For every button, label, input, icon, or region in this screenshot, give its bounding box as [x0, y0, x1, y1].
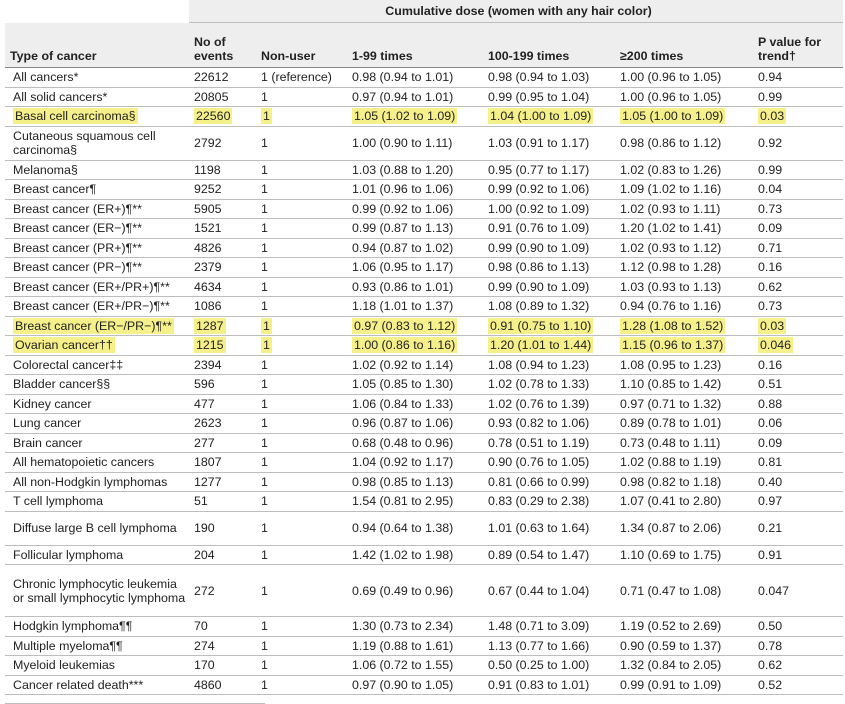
cell-type: Brain cancer [5, 433, 189, 453]
cell-dose-100-199 [483, 316, 615, 336]
cell-dose-100-199: 0.99 (0.90 to 1.09) [483, 277, 615, 297]
highlight-mark: 1.04 (1.00 to 1.09) [490, 109, 592, 124]
cell-nonuser: 1 [256, 617, 347, 637]
cell-p-value: 0.73 [753, 199, 843, 219]
cell-nonuser: 1 [256, 433, 347, 453]
cell-type: Cutaneous squamous cell carcinoma§ [5, 126, 189, 160]
cell-dose-100-199: 1.48 (0.71 to 3.09) [483, 617, 615, 637]
cell-nonuser: 1 [256, 472, 347, 492]
cell-dose-1-99: 1.18 (1.01 to 1.37) [347, 297, 483, 317]
cell-type: All non-Hodgkin lymphomas [5, 472, 189, 492]
cell-p-value: 0.97 [753, 492, 843, 512]
cell-dose-100-199: 1.13 (0.77 to 1.66) [483, 636, 615, 656]
cell-p-value: 0.81 [753, 453, 843, 473]
cell-dose-100-199: 0.99 (0.90 to 1.09) [483, 238, 615, 258]
highlight-mark: 1287 [196, 318, 224, 333]
table-row [5, 355, 843, 375]
cell-type: Breast cancer (ER−)¶** [5, 219, 189, 239]
cell-dose-200: 1.00 (0.96 to 1.05) [615, 68, 753, 88]
cell-dose-200: 1.02 (0.93 to 1.11) [615, 199, 753, 219]
highlight-mark: 22560 [196, 109, 231, 124]
cell-type: T cell lymphoma [5, 492, 189, 512]
table-row [5, 656, 843, 676]
cell-p-value: 0.21 [753, 511, 843, 545]
cell-dose-100-199 [483, 336, 615, 356]
cell-nonuser: 1 [256, 636, 347, 656]
cell-dose-100-199: 1.01 (0.63 to 1.64) [483, 511, 615, 545]
cell-type: Breast cancer (ER+/PR−)¶** [5, 297, 189, 317]
cell-events: 190 [189, 511, 256, 545]
cell-dose-1-99: 1.19 (0.88 to 1.61) [347, 636, 483, 656]
cell-nonuser: 1 [256, 180, 347, 200]
cell-events: 272 [189, 565, 256, 617]
cell-p-value: 0.50 [753, 617, 843, 637]
table-row [5, 414, 843, 434]
cell-events: 20805 [189, 87, 256, 107]
cell-type [5, 107, 189, 127]
cell-type: Myeloid leukemias [5, 656, 189, 676]
table-row [5, 180, 843, 200]
cell-dose-200: 1.02 (0.93 to 1.12) [615, 238, 753, 258]
cell-dose-1-99 [347, 316, 483, 336]
cell-dose-100-199: 0.95 (0.77 to 1.17) [483, 160, 615, 180]
table-row [5, 636, 843, 656]
cell-events: 274 [189, 636, 256, 656]
cell-events: 2792 [189, 126, 256, 160]
cell-events: 9252 [189, 180, 256, 200]
table-row [5, 107, 843, 127]
col-header-dose-200: ≥200 times [615, 23, 753, 68]
cell-nonuser: 1 [256, 160, 347, 180]
table-row [5, 433, 843, 453]
cell-p-value: 0.62 [753, 277, 843, 297]
cell-nonuser: 1 [256, 675, 347, 695]
cell-p-value: 0.92 [753, 126, 843, 160]
table-row [5, 277, 843, 297]
cell-nonuser: 1 [256, 277, 347, 297]
cell-events: 1277 [189, 472, 256, 492]
cell-dose-100-199: 0.78 (0.51 to 1.19) [483, 433, 615, 453]
cell-dose-200: 0.89 (0.78 to 1.01) [615, 414, 753, 434]
cell-dose-200 [615, 316, 753, 336]
cell-dose-200: 1.19 (0.52 to 2.69) [615, 617, 753, 637]
cell-dose-100-199: 1.08 (0.94 to 1.23) [483, 355, 615, 375]
cell-p-value [753, 336, 843, 356]
cell-type: Diffuse large B cell lymphoma [5, 511, 189, 545]
results-table [5, 0, 843, 695]
col-header-events: No of events [189, 23, 256, 68]
cell-dose-1-99: 0.98 (0.94 to 1.01) [347, 68, 483, 88]
cell-type: Chronic lymphocytic leukemia or small lymphocytic lymphoma [5, 565, 189, 617]
cell-dose-1-99 [347, 336, 483, 356]
highlight-mark: 1 [263, 338, 270, 353]
cell-type: Multiple myeloma¶¶ [5, 636, 189, 656]
cell-p-value: 0.16 [753, 258, 843, 278]
highlight-mark: 1.28 (1.08 to 1.52) [622, 318, 724, 333]
cell-events: 22612 [189, 68, 256, 88]
cell-type [5, 336, 189, 356]
cell-nonuser: 1 [256, 414, 347, 434]
cell-nonuser: 1 [256, 375, 347, 395]
cell-dose-1-99: 0.93 (0.86 to 1.01) [347, 277, 483, 297]
cell-dose-1-99: 0.69 (0.49 to 0.96) [347, 565, 483, 617]
cell-events: 4634 [189, 277, 256, 297]
cell-type: Lung cancer [5, 414, 189, 434]
cell-events: 1086 [189, 297, 256, 317]
cell-dose-200: 1.10 (0.85 to 1.42) [615, 375, 753, 395]
cell-p-value: 0.71 [753, 238, 843, 258]
cell-nonuser: 1 [256, 297, 347, 317]
cell-dose-1-99: 0.97 (0.94 to 1.01) [347, 87, 483, 107]
cell-dose-200: 1.32 (0.84 to 2.05) [615, 656, 753, 676]
table-row [5, 87, 843, 107]
cell-dose-100-199: 0.81 (0.66 to 0.99) [483, 472, 615, 492]
cell-dose-100-199: 0.91 (0.83 to 1.01) [483, 675, 615, 695]
table-row [5, 199, 843, 219]
cell-p-value: 0.62 [753, 656, 843, 676]
cell-events: 477 [189, 394, 256, 414]
table-row [5, 375, 843, 395]
table-row [5, 453, 843, 473]
cell-events: 2379 [189, 258, 256, 278]
highlight-mark: 1.05 (1.02 to 1.09) [354, 109, 456, 124]
cell-events [189, 107, 256, 127]
cell-dose-1-99: 1.06 (0.84 to 1.33) [347, 394, 483, 414]
table-row [5, 617, 843, 637]
cell-dose-1-99: 1.00 (0.90 to 1.11) [347, 126, 483, 160]
cell-events: 51 [189, 492, 256, 512]
cell-dose-1-99: 0.94 (0.64 to 1.38) [347, 511, 483, 545]
cell-dose-100-199 [483, 107, 615, 127]
cell-type: Bladder cancer§§ [5, 375, 189, 395]
table-row [5, 336, 843, 356]
cell-dose-100-199: 0.90 (0.76 to 1.05) [483, 453, 615, 473]
col-header-dose-100-199: 100-199 times [483, 23, 615, 68]
cell-dose-1-99: 0.99 (0.92 to 1.06) [347, 199, 483, 219]
cell-p-value: 0.047 [753, 565, 843, 617]
cell-type: All cancers* [5, 68, 189, 88]
cell-dose-100-199: 0.99 (0.92 to 1.06) [483, 180, 615, 200]
cell-events: 4860 [189, 675, 256, 695]
cell-events: 2623 [189, 414, 256, 434]
cell-dose-200: 1.12 (0.98 to 1.28) [615, 258, 753, 278]
cell-dose-200: 0.97 (0.71 to 1.32) [615, 394, 753, 414]
table-row [5, 68, 843, 88]
cell-dose-1-99: 1.04 (0.92 to 1.17) [347, 453, 483, 473]
cell-type: Breast cancer (PR+)¶** [5, 238, 189, 258]
cell-dose-100-199: 1.03 (0.91 to 1.17) [483, 126, 615, 160]
table-row [5, 472, 843, 492]
cell-dose-100-199: 0.91 (0.76 to 1.09) [483, 219, 615, 239]
cell-nonuser: 1 [256, 511, 347, 545]
cell-dose-100-199: 1.02 (0.78 to 1.33) [483, 375, 615, 395]
cell-nonuser [256, 336, 347, 356]
table-row [5, 160, 843, 180]
cell-dose-1-99: 1.01 (0.96 to 1.06) [347, 180, 483, 200]
cell-dose-200: 1.09 (1.02 to 1.16) [615, 180, 753, 200]
cell-dose-200: 1.08 (0.95 to 1.23) [615, 355, 753, 375]
table-header [5, 0, 843, 68]
table-row [5, 316, 843, 336]
cell-p-value: 0.94 [753, 68, 843, 88]
cell-nonuser: 1 [256, 126, 347, 160]
cell-type: All solid cancers* [5, 87, 189, 107]
table-row [5, 492, 843, 512]
cell-events: 2394 [189, 355, 256, 375]
cell-dose-1-99: 0.94 (0.87 to 1.02) [347, 238, 483, 258]
cell-dose-200 [615, 336, 753, 356]
cell-dose-1-99: 1.02 (0.92 to 1.14) [347, 355, 483, 375]
cell-events: 1807 [189, 453, 256, 473]
cell-dose-200: 1.02 (0.88 to 1.19) [615, 453, 753, 473]
cell-dose-1-99: 1.06 (0.72 to 1.55) [347, 656, 483, 676]
table-row [5, 675, 843, 695]
cell-dose-200: 0.99 (0.91 to 1.09) [615, 675, 753, 695]
cell-nonuser: 1 [256, 453, 347, 473]
table-row [5, 565, 843, 617]
cell-dose-1-99 [347, 107, 483, 127]
cell-type: Breast cancer (ER+/PR+)¶** [5, 277, 189, 297]
cell-events: 1198 [189, 160, 256, 180]
cell-p-value: 0.09 [753, 219, 843, 239]
cell-nonuser: 1 [256, 199, 347, 219]
cell-type: Breast cancer (ER+)¶** [5, 199, 189, 219]
cell-nonuser: 1 [256, 87, 347, 107]
cell-p-value: 0.04 [753, 180, 843, 200]
table-body [5, 68, 843, 695]
cell-type: Hodgkin lymphoma¶¶ [5, 617, 189, 637]
highlight-mark: 1.00 (0.86 to 1.16) [354, 338, 456, 353]
cell-dose-100-199: 1.08 (0.89 to 1.32) [483, 297, 615, 317]
cell-dose-100-199: 0.83 (0.29 to 2.38) [483, 492, 615, 512]
col-header-nonuser: Non-user [256, 23, 347, 68]
cell-dose-1-99: 0.96 (0.87 to 1.06) [347, 414, 483, 434]
cell-type: Breast cancer (PR−)¶** [5, 258, 189, 278]
cell-p-value: 0.09 [753, 433, 843, 453]
cell-p-value: 0.99 [753, 87, 843, 107]
cell-nonuser: 1 [256, 219, 347, 239]
cell-dose-1-99: 0.99 (0.87 to 1.13) [347, 219, 483, 239]
cell-dose-200: 1.07 (0.41 to 2.80) [615, 492, 753, 512]
cell-events: 277 [189, 433, 256, 453]
cell-dose-200: 0.98 (0.82 to 1.18) [615, 472, 753, 492]
cell-nonuser: 1 [256, 545, 347, 565]
table-row [5, 297, 843, 317]
cell-dose-100-199: 0.98 (0.86 to 1.13) [483, 258, 615, 278]
cell-type: Cancer related death*** [5, 675, 189, 695]
cell-events [189, 336, 256, 356]
cell-dose-100-199: 0.98 (0.94 to 1.03) [483, 68, 615, 88]
cell-p-value: 0.73 [753, 297, 843, 317]
cell-nonuser: 1 [256, 238, 347, 258]
cell-dose-200: 0.71 (0.47 to 1.08) [615, 565, 753, 617]
highlight-mark: 1215 [196, 338, 224, 353]
cell-dose-200: 1.10 (0.69 to 1.75) [615, 545, 753, 565]
table-row [5, 511, 843, 545]
cell-p-value: 0.88 [753, 394, 843, 414]
cell-p-value: 0.51 [753, 375, 843, 395]
cell-nonuser [256, 316, 347, 336]
table-row [5, 394, 843, 414]
cell-p-value: 0.78 [753, 636, 843, 656]
highlight-mark: 1.15 (0.96 to 1.37) [622, 338, 724, 353]
cell-dose-1-99: 1.42 (1.02 to 1.98) [347, 545, 483, 565]
cell-p-value: 0.40 [753, 472, 843, 492]
cell-dose-100-199: 0.89 (0.54 to 1.47) [483, 545, 615, 565]
highlight-mark: 0.03 [760, 318, 785, 333]
cell-p-value [753, 316, 843, 336]
cell-dose-200: 1.34 (0.87 to 2.06) [615, 511, 753, 545]
cell-events: 5905 [189, 199, 256, 219]
highlight-mark: 0.91 (0.75 to 1.10) [490, 318, 592, 333]
table-row [5, 258, 843, 278]
table-row [5, 219, 843, 239]
highlight-mark: 1.05 (1.00 to 1.09) [622, 109, 724, 124]
cell-nonuser: 1 [256, 394, 347, 414]
cell-p-value: 0.91 [753, 545, 843, 565]
highlight-mark: 1 [263, 109, 270, 124]
cell-dose-200 [615, 107, 753, 127]
table-row [5, 126, 843, 160]
cell-dose-100-199: 0.93 (0.82 to 1.06) [483, 414, 615, 434]
cell-events: 4826 [189, 238, 256, 258]
cell-dose-1-99: 1.05 (0.85 to 1.30) [347, 375, 483, 395]
cell-nonuser: 1 [256, 565, 347, 617]
cell-dose-1-99: 1.30 (0.73 to 2.34) [347, 617, 483, 637]
cell-nonuser: 1 [256, 355, 347, 375]
col-header-type: Type of cancer [5, 23, 189, 68]
cell-dose-1-99: 0.68 (0.48 to 0.96) [347, 433, 483, 453]
table-row [5, 545, 843, 565]
cell-type: Melanoma§ [5, 160, 189, 180]
cell-dose-1-99: 0.98 (0.85 to 1.13) [347, 472, 483, 492]
cell-p-value: 0.06 [753, 414, 843, 434]
cell-dose-100-199: 0.67 (0.44 to 1.04) [483, 565, 615, 617]
cell-dose-1-99: 1.06 (0.95 to 1.17) [347, 258, 483, 278]
cell-p-value: 0.52 [753, 675, 843, 695]
cell-type: Colorectal cancer‡‡ [5, 355, 189, 375]
highlight-mark: Breast cancer (ER−/PR−)¶** [15, 318, 172, 333]
cell-events [189, 316, 256, 336]
cell-nonuser [256, 107, 347, 127]
cell-dose-200: 1.00 (0.96 to 1.05) [615, 87, 753, 107]
highlight-mark: 1 [263, 318, 270, 333]
col-header-p-value: P value for trend† [753, 23, 843, 68]
cell-dose-100-199: 1.02 (0.76 to 1.39) [483, 394, 615, 414]
cell-type: All hematopoietic cancers [5, 453, 189, 473]
cell-type: Follicular lymphoma [5, 545, 189, 565]
highlight-mark: 0.046 [760, 338, 792, 353]
cell-events: 70 [189, 617, 256, 637]
cell-dose-200: 0.90 (0.59 to 1.37) [615, 636, 753, 656]
cell-p-value [753, 107, 843, 127]
cell-events: 596 [189, 375, 256, 395]
cell-events: 1521 [189, 219, 256, 239]
cell-events: 204 [189, 545, 256, 565]
cell-dose-100-199: 0.50 (0.25 to 1.00) [483, 656, 615, 676]
cell-dose-200: 0.73 (0.48 to 1.11) [615, 433, 753, 453]
highlight-mark: Ovarian cancer†† [15, 338, 113, 353]
cell-p-value: 0.16 [753, 355, 843, 375]
cell-dose-1-99: 1.03 (0.88 to 1.20) [347, 160, 483, 180]
cell-dose-200: 1.02 (0.83 to 1.26) [615, 160, 753, 180]
cell-nonuser: 1 (reference) [256, 68, 347, 88]
cell-dose-1-99: 0.97 (0.90 to 1.05) [347, 675, 483, 695]
highlight-mark: 0.03 [760, 109, 785, 124]
cell-dose-200: 0.94 (0.76 to 1.16) [615, 297, 753, 317]
cell-p-value: 0.99 [753, 160, 843, 180]
highlight-mark: 1.20 (1.01 to 1.44) [490, 338, 592, 353]
cell-nonuser: 1 [256, 492, 347, 512]
table-row [5, 238, 843, 258]
cell-dose-200: 0.98 (0.86 to 1.12) [615, 126, 753, 160]
cell-dose-200: 1.20 (1.02 to 1.41) [615, 219, 753, 239]
cell-events: 170 [189, 656, 256, 676]
cell-type: Breast cancer¶ [5, 180, 189, 200]
cell-type [5, 316, 189, 336]
highlight-mark: 0.97 (0.83 to 1.12) [354, 318, 456, 333]
cell-dose-200: 1.03 (0.93 to 1.13) [615, 277, 753, 297]
cell-nonuser: 1 [256, 258, 347, 278]
cell-type: Kidney cancer [5, 394, 189, 414]
cell-nonuser: 1 [256, 656, 347, 676]
cell-dose-100-199: 1.00 (0.92 to 1.09) [483, 199, 615, 219]
cell-dose-100-199: 0.99 (0.95 to 1.04) [483, 87, 615, 107]
group-header: Cumulative dose (women with any hair color) [189, 0, 843, 23]
highlight-mark: Basal cell carcinoma§ [15, 109, 136, 124]
col-header-dose-1-99: 1-99 times [347, 23, 483, 68]
cell-dose-1-99: 1.54 (0.81 to 2.95) [347, 492, 483, 512]
